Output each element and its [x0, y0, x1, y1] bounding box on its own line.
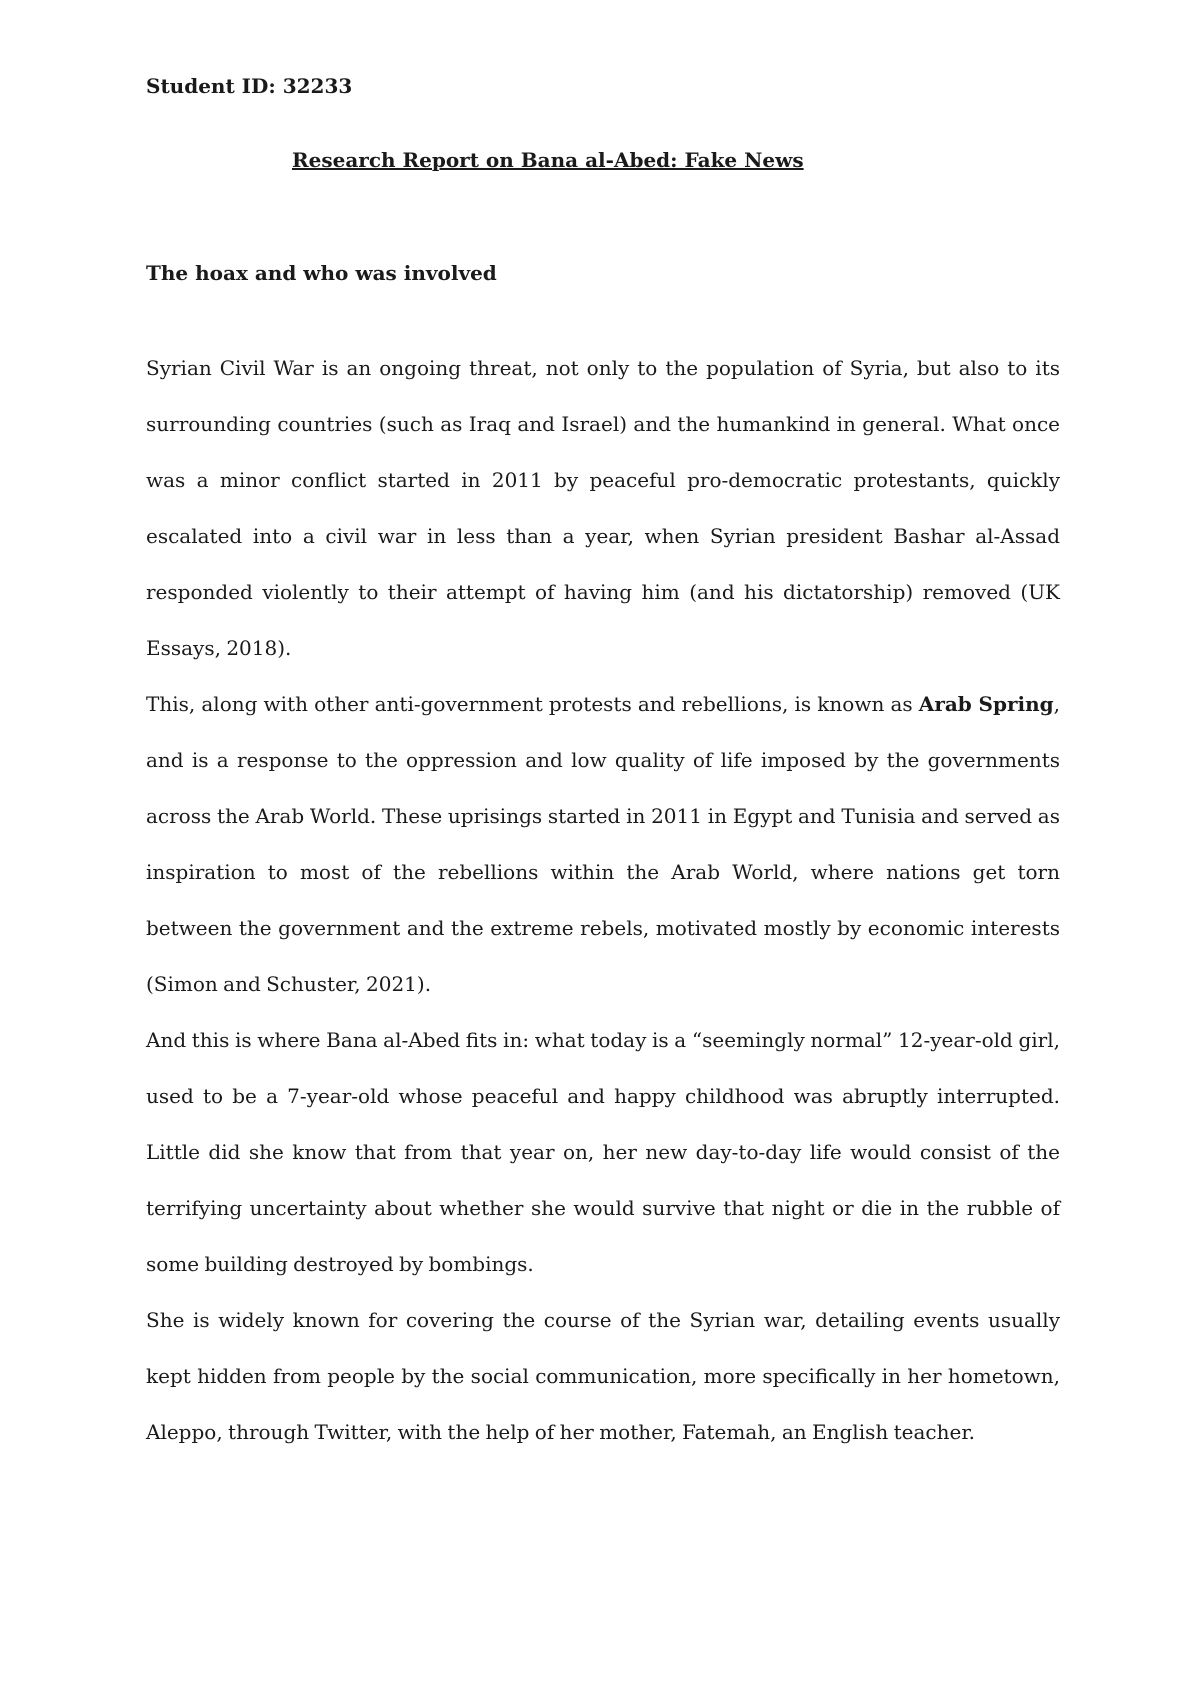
report-title: Research Report on Bana al-Abed: Fake News — [292, 148, 804, 172]
student-id: Student ID: 32233 — [146, 74, 353, 98]
paragraph-3: And this is where Bana al-Abed fits in: what today is a “seemingly normal” 12-year-old girl, used to be a 7-year-old whose peaceful and happy childhood was abruptly interrupted. Little did she know that from that year on, her new day-to-day life would consist of the terrifying uncertainty about whether she would survive that night or die in the rubble of some building destroyed by bombings. — [146, 1028, 1060, 1276]
paragraph-2-end: , and is a response to the oppression and low quality of life imposed by the governments across the Arab World. These uprisings started in 2011 in Egypt and Tunisia and served as inspiration to most of the rebellions within the Arab World, where nations get torn between the government and the extreme rebels, motivated mostly by economic interests (Simon and Schuster, 2021). — [146, 692, 1060, 996]
section-heading: The hoax and who was involved — [146, 261, 497, 285]
paragraph-4: She is widely known for covering the course of the Syrian war, detailing events usually kept hidden from people by the social communication, more specifically in her hometown, Aleppo, through Twitter, with the help of her mother, Fatemah, an English teacher. — [146, 1308, 1060, 1444]
report-body — [146, 340, 1060, 1460]
arab-spring-term: Arab Spring — [918, 692, 1054, 716]
paragraph-2-start: This, along with other anti-government protests and rebellions, is known as — [146, 692, 919, 716]
paragraph-1: Syrian Civil War is an ongoing threat, not only to the population of Syria, but also to its surrounding countries (such as Iraq and Israel) and the humankind in general. What once was a minor conflict started in 2011 by peaceful pro-democratic protestants, quickly escalated into a civil war in less than a year, when Syrian president Bashar al-Assad responded violently to their attempt of having him (and his dictatorship) removed (UK Essays, 2018). — [146, 356, 1060, 660]
paragraph-2 — [146, 676, 1060, 1012]
